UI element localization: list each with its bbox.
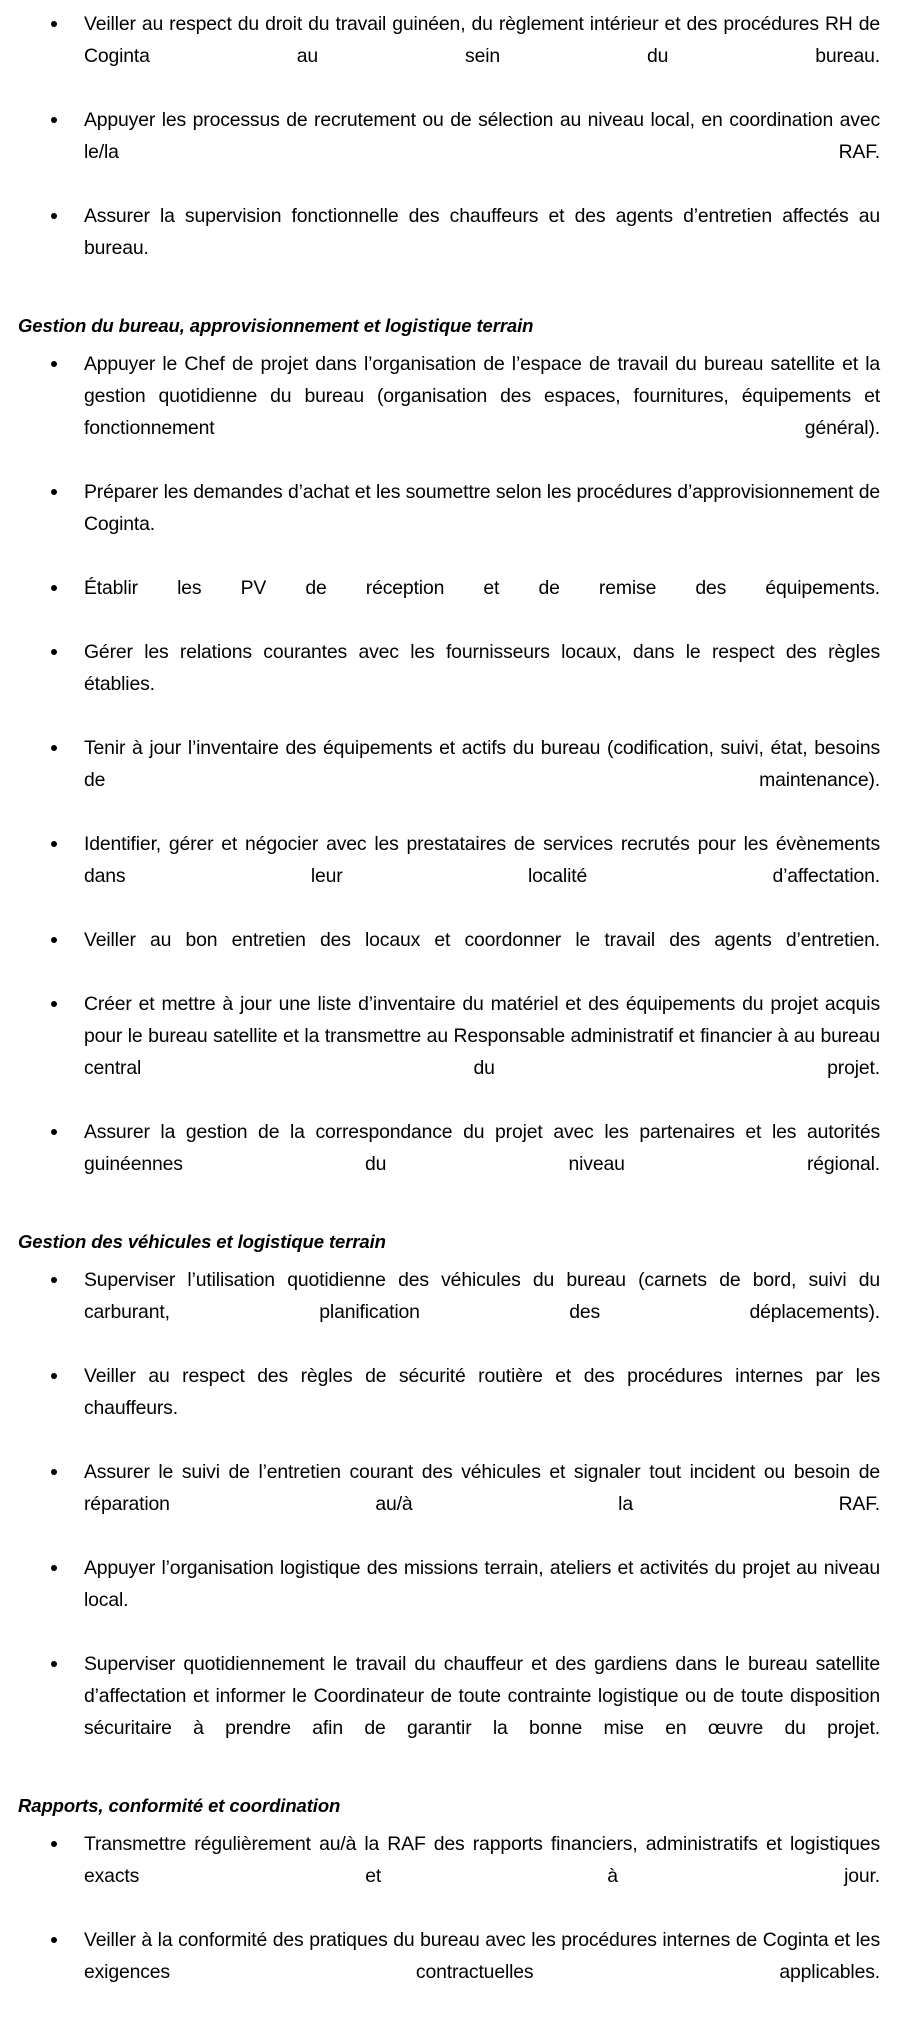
bullet-item-text: Assurer la supervision fonctionnelle des chauffeurs et des agents d’entretien affectés au bureau. <box>84 205 880 259</box>
bullet-list-item <box>0 1552 900 1648</box>
bullet-list-item <box>0 636 900 732</box>
bullet-item-text: Veiller au respect du droit du travail guinéen, du règlement intérieur et des procédures RH de Coginta au sein du bureau. <box>84 13 880 67</box>
bullet-list-item <box>0 828 900 924</box>
bullet-item-text: Transmettre régulièrement au/à la RAF des rapports financiers, administratifs et logistiques exacts et à jour. <box>84 1833 880 1887</box>
document-section <box>0 296 900 1212</box>
bullet-list-item <box>0 200 900 296</box>
clipped-previous-line <box>0 0 900 8</box>
bullet-list-item <box>0 1264 900 1360</box>
bullet-list-item <box>0 572 900 636</box>
bullet-list-item <box>0 476 900 572</box>
bullet-item-text: Superviser l’utilisation quotidienne des véhicules du bureau (carnets de bord, suivi du carburant, planification des déplacements). <box>84 1269 880 1323</box>
bullet-item-text: Veiller au bon entretien des locaux et coordonner le travail des agents d’entretien. <box>84 929 880 951</box>
bullet-list-item <box>0 732 900 828</box>
bullet-list <box>0 1828 900 2020</box>
bullet-list-item <box>0 1456 900 1552</box>
document-section <box>0 8 900 296</box>
bullet-list-item <box>0 8 900 104</box>
document-body <box>0 8 900 2020</box>
bullet-item-text: Tenir à jour l’inventaire des équipements et actifs du bureau (codification, suivi, état, besoins de maintenance). <box>84 737 880 791</box>
bullet-item-text: Identifier, gérer et négocier avec les prestataires de services recrutés pour les évènements dans leur localité d’affectation. <box>84 833 880 887</box>
section-heading: Rapports, conformité et coordination <box>18 1795 341 1816</box>
bullet-item-text: Préparer les demandes d’achat et les soumettre selon les procédures d’approvisionnement de Coginta. <box>84 481 880 535</box>
bullet-list <box>0 348 900 1212</box>
bullet-list-item <box>0 988 900 1116</box>
document-section <box>0 1776 900 2020</box>
bullet-item-text: Assurer la gestion de la correspondance du projet avec les partenaires et les autorités guinéennes du niveau régional. <box>84 1121 880 1175</box>
bullet-list-item <box>0 1360 900 1456</box>
section-heading: Gestion du bureau, approvisionnement et logistique terrain <box>18 315 534 336</box>
bullet-item-text: Assurer le suivi de l’entretien courant des véhicules et signaler tout incident ou besoin de réparation au/à la RAF. <box>84 1461 880 1515</box>
bullet-list <box>0 8 900 296</box>
section-heading: Gestion des véhicules et logistique terrain <box>18 1231 386 1252</box>
bullet-item-text: Superviser quotidiennement le travail du chauffeur et des gardiens dans le bureau satellite d’affectation et informer le Coordinateur de toute contrainte logistique ou de toute disposition sécuritaire à prendre afin de garantir la bonne mise en œuvre du projet. <box>84 1653 880 1739</box>
bullet-list-item <box>0 1924 900 2020</box>
document-section <box>0 1212 900 1776</box>
bullet-item-text: Appuyer les processus de recrutement ou de sélection au niveau local, en coordination avec le/la RAF. <box>84 109 880 163</box>
bullet-list-item <box>0 348 900 476</box>
bullet-list-item <box>0 1648 900 1776</box>
bullet-item-text: Veiller au respect des règles de sécurité routière et des procédures internes par les chauffeurs. <box>84 1365 880 1419</box>
bullet-item-text: Appuyer l’organisation logistique des missions terrain, ateliers et activités du projet au niveau local. <box>84 1557 880 1611</box>
bullet-list <box>0 1264 900 1776</box>
bullet-item-text: Gérer les relations courantes avec les fournisseurs locaux, dans le respect des règles établies. <box>84 641 880 695</box>
bullet-item-text: Créer et mettre à jour une liste d’inventaire du matériel et des équipements du projet acquis pour le bureau satellite et la transmettre au Responsable administratif et financier à au bureau central du projet. <box>84 993 880 1079</box>
bullet-list-item <box>0 1828 900 1924</box>
bullet-list-item <box>0 924 900 988</box>
bullet-item-text: Établir les PV de réception et de remise des équipements. <box>84 577 880 599</box>
bullet-list-item <box>0 104 900 200</box>
bullet-item-text: Veiller à la conformité des pratiques du bureau avec les procédures internes de Coginta et les exigences contractuelles applicables. <box>84 1929 880 1983</box>
bullet-list-item <box>0 1116 900 1212</box>
bullet-item-text: Appuyer le Chef de projet dans l’organisation de l’espace de travail du bureau satellite et la gestion quotidienne du bureau (organisation des espaces, fournitures, équipements et fonctionnement général). <box>84 353 880 439</box>
